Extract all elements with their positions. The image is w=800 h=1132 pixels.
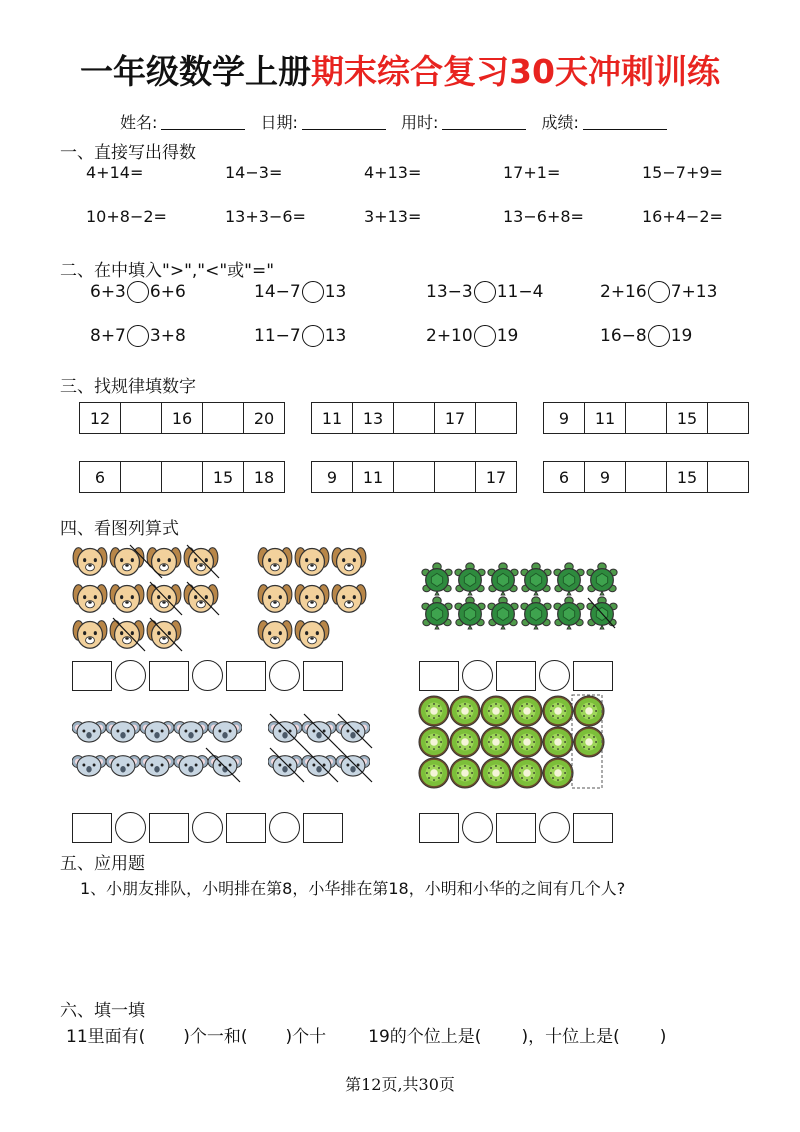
koala-icon [174,756,208,776]
answer-box[interactable] [573,661,613,691]
koala-group-right [268,714,372,782]
section6-heading: 六、填一填 [60,1001,145,1021]
koala-icon [336,756,370,776]
kiwi-icon [481,727,511,757]
koala-icon [140,756,174,776]
seq-cell[interactable]: 11 [311,402,353,434]
dog-icon [295,621,329,649]
dog-icon [258,585,292,613]
operator-circle[interactable] [115,660,146,691]
answer-box[interactable] [149,813,189,843]
compare-item: 16−8 19 [600,326,693,346]
koala-icon [268,756,302,776]
koala-icon [208,722,242,742]
answer-box[interactable] [303,661,343,691]
turtle-icon [422,597,452,629]
seq-cell[interactable]: 6 [79,461,121,493]
compare-item: 13−3 11−4 [426,282,544,302]
koala-group-left [72,722,242,782]
turtle-icon [422,563,452,595]
seq-cell[interactable]: 9 [543,402,585,434]
turtle-icon [554,597,584,629]
kiwi-group [419,695,604,788]
calc-item: 14−3= [225,163,283,182]
calc-item: 17+1= [503,163,561,182]
turtle-icon [455,563,485,595]
kiwi-icon [419,696,449,726]
answer-box[interactable] [496,813,536,843]
section4-heading: 四、看图列算式 [60,519,179,539]
kiwi-icon [481,758,511,788]
dog-icon [73,585,107,613]
calc-item: 16+4−2= [642,207,723,226]
dog-icon [110,548,144,576]
answer-box[interactable] [573,813,613,843]
dog-icon [295,548,329,576]
dog-icon [258,621,292,649]
operator-circle[interactable] [115,812,146,843]
dog-icon [110,585,144,613]
section1-heading: 一、直接写出得数 [60,143,196,163]
seq-cell[interactable]: 6 [543,461,585,493]
koala-icon [268,722,302,742]
fill-blank-line: 11里面有( )个一和( )个十 19的个位上是( )，十位上是( ) [66,1027,667,1047]
title-part1: 一年级数学上册 [80,52,312,91]
calc-item: 3+13= [364,207,422,226]
answer-box[interactable] [226,813,266,843]
answer-box[interactable] [419,661,459,691]
turtle-group [422,563,617,629]
dog-icon [332,585,366,613]
equation-answer-row [419,812,613,843]
kiwi-icon [512,758,542,788]
seq-cell[interactable]: 16 [161,402,203,434]
turtle-icon [521,563,551,595]
koala-icon [72,756,106,776]
date-label: 日期: [260,113,298,132]
compare-item: 11−7 13 [254,326,347,346]
time-label: 用时: [401,113,439,132]
dog-group-right [258,548,366,649]
koala-icon [302,722,336,742]
turtle-icon [455,597,485,629]
title-part2: 期末综合复习30天冲刺训练 [311,52,720,91]
kiwi-icon [512,727,542,757]
kiwi-icon [543,758,573,788]
seq-cell[interactable]: 13 [352,402,394,434]
dog-group-left [73,545,219,651]
turtle-icon [521,597,551,629]
koala-icon [302,756,336,776]
turtle-icon [587,563,617,595]
operator-circle[interactable] [192,812,223,843]
calc-item: 13−6+8= [503,207,584,226]
seq-cell[interactable]: 15 [202,461,244,493]
operator-circle[interactable] [192,660,223,691]
dog-icon [147,548,181,576]
calc-item: 15−7+9= [642,163,723,182]
seq-cell[interactable]: 9 [311,461,353,493]
answer-box[interactable] [72,813,112,843]
section2-heading: 二、在中填入">","<"或"=" [60,261,275,281]
page-footer: 第12页,共30页 [345,1075,455,1094]
answer-box[interactable] [149,661,189,691]
score-label: 成绩: [541,113,579,132]
kiwi-icon [450,696,480,726]
operator-circle[interactable] [462,812,493,843]
compare-item: 2+16 7+13 [600,282,718,302]
operator-circle[interactable] [539,660,570,691]
compare-item: 6+3 6+6 [90,282,186,302]
dog-icon [258,548,292,576]
dog-icon [332,548,366,576]
kiwi-icon [419,727,449,757]
seq-cell[interactable]: 12 [79,402,121,434]
seq-cell[interactable]: 20 [243,402,285,434]
kiwi-icon [574,727,604,757]
compare-item: 8+7 3+8 [90,326,186,346]
equation-answer-row [72,660,343,691]
compare-item: 14−7 13 [254,282,347,302]
seq-cell[interactable]: 17 [434,402,476,434]
koala-icon [336,722,370,742]
kiwi-icon [512,696,542,726]
equation-answer-row [419,660,613,691]
answer-box[interactable] [496,661,536,691]
calc-item: 10+8−2= [86,207,167,226]
equation-answer-row [72,812,343,843]
answer-box[interactable] [419,813,459,843]
word-problem: 1、小朋友排队，小明排在第8，小华排在第18，小明和小华的之间有几个人? [80,879,626,898]
calc-item: 4+14= [86,163,144,182]
answer-box[interactable] [72,661,112,691]
answer-box[interactable] [303,813,343,843]
dog-icon [73,548,107,576]
kiwi-icon [543,727,573,757]
koala-icon [106,756,140,776]
answer-box[interactable] [226,661,266,691]
seq-cell[interactable]: 15 [666,402,708,434]
seq-cell[interactable]: 18 [243,461,285,493]
seq-cell[interactable]: 11 [584,402,626,434]
dog-icon [73,621,107,649]
kiwi-icon [543,696,573,726]
dog-icon [295,585,329,613]
koala-icon [72,722,106,742]
turtle-icon [488,597,518,629]
seq-cell[interactable]: 17 [475,461,517,493]
kiwi-icon [419,758,449,788]
section5-heading: 五、应用题 [60,854,145,874]
koala-icon [208,756,242,776]
turtle-icon [488,563,518,595]
seq-cell[interactable]: 15 [666,461,708,493]
kiwi-icon [450,758,480,788]
calc-item: 4+13= [364,163,422,182]
seq-cell[interactable]: 11 [352,461,394,493]
section3-heading: 三、找规律填数字 [60,377,196,397]
koala-icon [140,722,174,742]
kiwi-icon [574,696,604,726]
name-label: 姓名: [120,113,158,132]
operator-circle[interactable] [462,660,493,691]
kiwi-icon [450,727,480,757]
operator-circle[interactable] [269,660,300,691]
kiwi-icon [481,696,511,726]
compare-item: 2+10 19 [426,326,519,346]
calc-item: 13+3−6= [225,207,306,226]
turtle-icon [554,563,584,595]
operator-circle[interactable] [539,812,570,843]
operator-circle[interactable] [269,812,300,843]
koala-icon [106,722,140,742]
koala-icon [174,722,208,742]
seq-cell[interactable]: 9 [584,461,626,493]
